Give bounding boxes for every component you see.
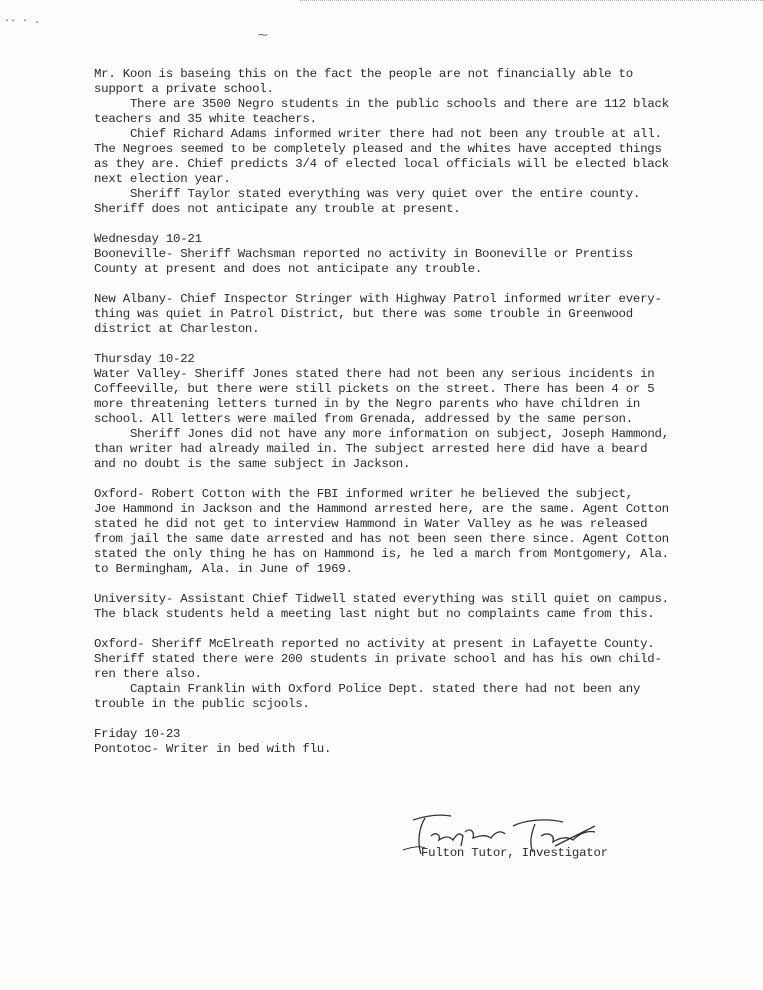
text-line: Captain Franklin with Oxford Police Dept. stated there had not been any [130,682,641,696]
text-line: to Bermingham, Ala. in June of 1969. [94,562,353,576]
text-line: more threatening letters turned in by the Negro parents who have children in [94,397,641,411]
text-line: Pontotoc- Writer in bed with flu. [94,742,332,756]
paragraph [94,292,734,337]
text-line: thing was quiet in Patrol District, but there was some trouble in Greenwood [94,307,633,321]
text-line: Sheriff Jones did not have any more information on subject, Joseph Hammond, [130,427,669,441]
text-line: Wednesday 10-21 [94,232,202,246]
text-line: Friday 10-23 [94,727,181,741]
text-line: teachers and 35 white teachers. [94,112,317,126]
text-line: The black students held a meeting last night but no complaints came from this. [94,607,655,621]
paragraph-gap [94,217,734,232]
page-top-edge [300,0,763,5]
text-line: as they are. Chief predicts 3/4 of elected local officials will be elected black [94,157,669,171]
text-line: next election year. [94,172,231,186]
text-line: The Negroes seemed to be completely pleased and the whites have accepted things [94,142,662,156]
paragraph-gap [94,577,734,592]
paragraph-gap [94,622,734,637]
text-line: Oxford- Sheriff McElreath reported no activity at present in Lafayette County. [94,637,655,651]
paragraph [94,487,734,577]
text-line: Mr. Koon is baseing this on the fact the people are not financially able to [94,67,633,81]
text-line: stated he did not get to interview Hammond in Water Valley as he was released [94,517,648,531]
text-line: support a private school. [94,82,274,96]
signature-name: Fulton Tutor, Investigator [421,846,608,860]
paragraph [94,727,734,757]
text-line: Thursday 10-22 [94,352,195,366]
text-line: Water Valley- Sheriff Jones stated there had not been any serious incidents in [94,367,655,381]
memo-body [94,67,734,757]
text-line: trouble in the public scjools. [94,697,310,711]
text-line: Sheriff stated there were 200 students in private school and has his own child- [94,652,662,666]
text-line: district at Charleston. [94,322,260,336]
text-line: University- Assistant Chief Tidwell stated everything was still quiet on campus. [94,592,669,606]
text-line: Oxford- Robert Cotton with the FBI informed writer he believed the subject, [94,487,633,501]
text-line: than writer had already mailed in. The subject arrested here did have a beard [94,442,648,456]
paragraph [94,67,734,217]
paragraph-gap [94,337,734,352]
text-line: school. All letters were mailed from Grenada, addressed by the same person. [94,412,633,426]
text-line: and no doubt is the same subject in Jackson. [94,457,411,471]
paragraph [94,637,734,712]
text-line: New Albany- Chief Inspector Stringer with Highway Patrol informed writer every- [94,292,662,306]
text-line: There are 3500 Negro students in the public schools and there are 112 black [130,97,669,111]
paragraph [94,592,734,622]
paragraph-gap [94,277,734,292]
text-line: Chief Richard Adams informed writer there had not been any trouble at all. [130,127,662,141]
paragraph [94,352,734,472]
paragraph-gap [94,712,734,727]
text-line: Coffeeville, but there were still pickets on the street. There has been 4 or 5 [94,382,655,396]
text-line: ren there also. [94,667,202,681]
text-line: Sheriff Taylor stated everything was very quiet over the entire county. [130,187,641,201]
text-line: County at present and does not anticipate any trouble. [94,262,483,276]
text-line: stated the only thing he has on Hammond is, he led a march from Montgomery, Ala. [94,547,669,561]
scan-speck: ⁓ [258,31,268,42]
text-line: Joe Hammond in Jackson and the Hammond arrested here, are the same. Agent Cotton [94,502,669,516]
text-line: Sheriff does not anticipate any trouble at present. [94,202,461,216]
paragraph [94,232,734,277]
text-line: Booneville- Sheriff Wachsman reported no activity in Booneville or Prentiss [94,247,633,261]
text-line: from jail the same date arrested and has not been seen there since. Agent Cotton [94,532,669,546]
scan-speck: ·· · . [4,16,41,27]
paragraph-gap [94,472,734,487]
